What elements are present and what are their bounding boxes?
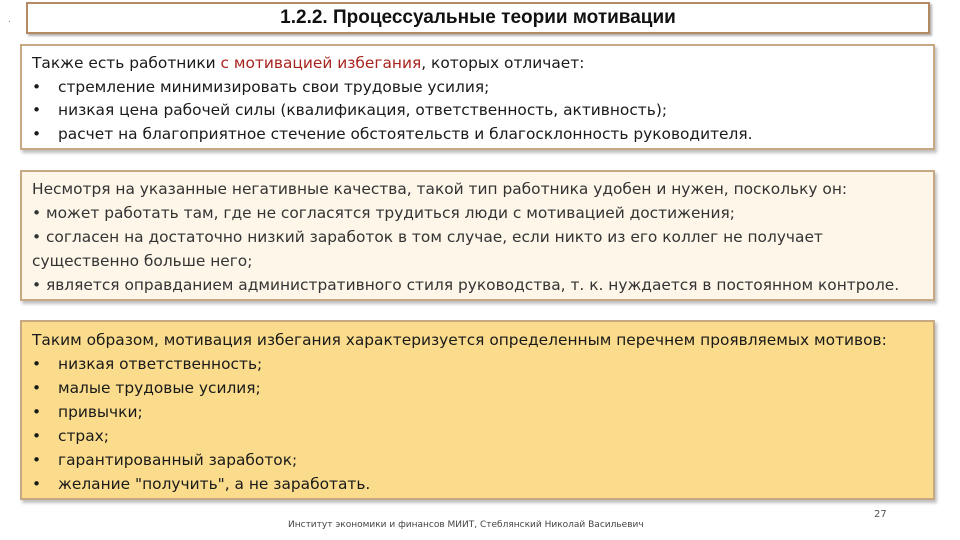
- list-item-text: привычки;: [58, 403, 143, 421]
- bullet-glyph: •: [32, 427, 42, 445]
- avoidance-intro: [32, 52, 925, 76]
- list-item-text: гарантированный заработок;: [58, 451, 298, 469]
- intro-highlight: с мотивацией избегания: [220, 54, 422, 72]
- bullet-glyph: •: [32, 475, 42, 493]
- list-item: [32, 76, 925, 100]
- list-item: [32, 352, 925, 376]
- title-bar: [26, 2, 930, 34]
- list-item: [32, 424, 925, 448]
- bullet-glyph: •: [32, 403, 42, 421]
- usefulness-line: • является оправданием административного стиля руководства, т. к. нуждается в постоянном контроле.: [32, 276, 900, 294]
- motives-summary-box: [20, 320, 935, 500]
- bullet-glyph: •: [32, 124, 42, 143]
- list-item: [32, 123, 925, 147]
- usefulness-line: • согласен на достаточно низкий заработок в том случае, если никто из его коллег не получает: [32, 228, 823, 246]
- list-item: [32, 99, 925, 123]
- list-item: [32, 448, 925, 472]
- bullet-glyph: •: [32, 451, 42, 469]
- list-item-text: страх;: [58, 427, 109, 445]
- bullet-glyph: •: [32, 101, 42, 119]
- corner-mark: .: [8, 14, 11, 25]
- list-item-text: стремление минимизировать свои трудовые усилия;: [58, 77, 490, 96]
- footer-author: Институт экономики и финансов МИИТ, Стеблянский Николай Васильевич: [288, 520, 644, 530]
- list-item-text: низкая цена рабочей силы (квалификация, ответственность, активность);: [58, 101, 668, 119]
- avoidance-traits-box: [20, 44, 935, 150]
- intro-prefix: Также есть работники: [32, 54, 221, 72]
- list-item: [32, 472, 925, 496]
- list-item-text: низкая ответственность;: [58, 355, 263, 373]
- list-item: [32, 400, 925, 424]
- bullet-glyph: •: [32, 379, 42, 397]
- list-item-text: желание "получить", а не заработать.: [58, 475, 371, 493]
- slide-title: 1.2.2. Процессуальные теории мотивации: [280, 7, 676, 28]
- list-item-text: малые трудовые усилия;: [58, 379, 261, 397]
- list-item: [32, 376, 925, 400]
- bullet-glyph: •: [32, 355, 42, 373]
- usefulness-box: [20, 170, 935, 301]
- intro-suffix: , которых отличает:: [421, 54, 585, 72]
- list-item-text: расчет на благоприятное стечение обстоятельств и благосклонность руководителя.: [58, 124, 753, 143]
- page-number: 27: [874, 509, 887, 520]
- bullet-glyph: •: [32, 77, 42, 96]
- summary-intro: Таким образом, мотивация избегания характеризуется определенным перечнем проявляемых мотивов:: [32, 331, 887, 349]
- usefulness-line: существенно больше него;: [32, 252, 253, 270]
- usefulness-line: Несмотря на указанные негативные качества, такой тип работника удобен и нужен, поскольку он:: [32, 180, 848, 198]
- usefulness-line: • может работать там, где не согласятся трудиться люди с мотивацией достижения;: [32, 204, 735, 222]
